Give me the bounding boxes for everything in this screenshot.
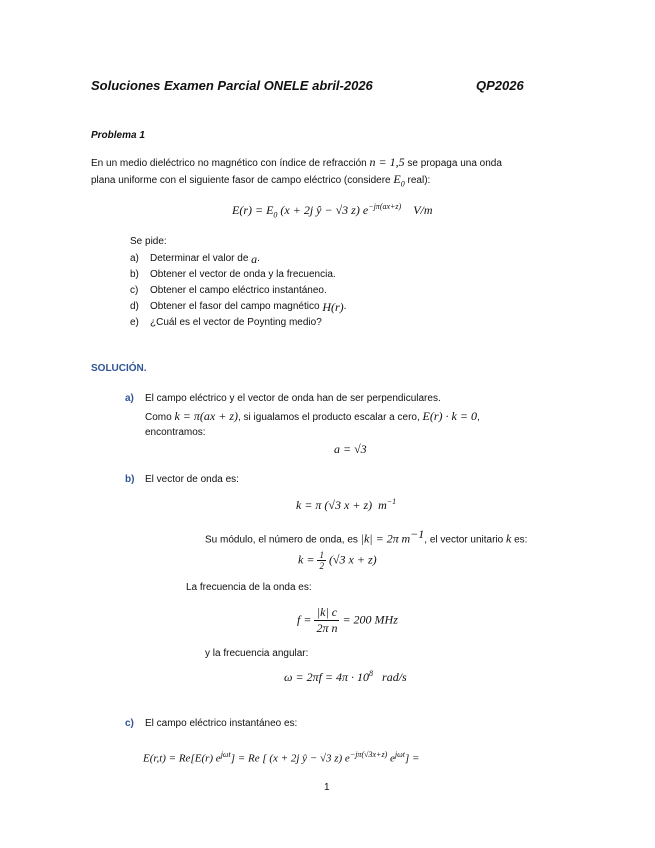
solution-a-line1: El campo eléctrico y el vector de onda han de ser perpendiculares. — [145, 393, 441, 404]
frequency-equation: f = $\frac{|k| c}{\text{2π n}}$ = 200 MHz — [297, 605, 398, 635]
frequency-text: La frecuencia de la onda es: — [186, 582, 312, 593]
statement-text-2: plana uniforme con el siguiente fasor de campo eléctrico (considere — [91, 175, 391, 186]
statement-text-1-end: se propaga una onda — [407, 158, 502, 169]
e0-symbol: $E_0$ — [393, 172, 405, 189]
solution-c-line1: El campo eléctrico instantáneo es: — [145, 718, 298, 729]
solution-a-result: a = √3 — [334, 442, 367, 456]
statement-text-2-end: real): — [407, 175, 431, 186]
question-item-a: a) Determinar el valor de a . — [130, 252, 260, 266]
wave-vector-expr: k = π(ax + z) — [174, 409, 238, 423]
question-list — [130, 251, 346, 331]
question-item-d: d) Obtener el fasor del campo magnético H(r) . — [130, 300, 347, 314]
dot-product-expr: E(r) · k = 0 — [422, 409, 477, 423]
document-title: Soluciones Examen Parcial ONELE abril-2026 — [91, 78, 373, 93]
wave-vector-equation: k = π (√3 x + z) $m^{-1}$ — [296, 497, 397, 512]
se-pide-label: Se pide: — [130, 236, 167, 247]
question-item-e: e) ¿Cuál es el vector de Poynting medio? — [130, 317, 322, 328]
solution-a-line2: Como k = π(ax + z), si igualamos el producto escalar a cero, E(r) · k = 0, — [145, 409, 480, 423]
wave-number-line: Su módulo, el número de onda, es |k| = 2π $m^{-1}$, el vector unitario k es: — [205, 527, 528, 546]
question-item-b: b) Obtener el vector de onda y la frecuencia. — [130, 269, 336, 280]
solution-b-label: b) — [125, 474, 135, 485]
unit-vector-equation: k = $\frac{1}{2}$ (√3 x + z) — [298, 550, 377, 571]
exam-code: QP2026 — [476, 78, 524, 93]
page-number: 1 — [324, 782, 330, 793]
question-item-c: c) Obtener el campo eléctrico instantáneo. — [130, 285, 327, 296]
phasor-equation: $E(r) = E_0$ (x + 2j ŷ − √3 z) $e^{-j\pi(ax+z)}$ V/m — [232, 202, 433, 220]
refractive-index: n = 1,5 — [369, 155, 405, 169]
problem-title: Problema 1 — [91, 130, 145, 141]
solution-a-encontramos: encontramos: — [145, 427, 206, 438]
angular-frequency-text: y la frecuencia angular: — [205, 648, 309, 659]
statement-line-2 — [91, 172, 430, 188]
solution-a-label: a) — [125, 393, 134, 404]
solution-heading: SOLUCIÓN. — [91, 363, 147, 374]
solution-b-line1: El vector de onda es: — [145, 474, 239, 485]
solution-c-label: c) — [125, 718, 134, 729]
instantaneous-field-equation: E(r,t) = Re[E(r) $e^{j\omega t}] = Re$ [ (x + 2j ŷ − √3 z) $e^{-j\pi(√3x+z)}$ $e^{j\omega t}$] = — [143, 750, 420, 765]
statement-text-1: En un medio dieléctrico no magnético con índice de refracción — [91, 158, 367, 169]
statement-line-1 — [91, 155, 502, 170]
angular-frequency-equation: $\omega = 2\pi f = 4\pi \cdot 10^8$ rad/s — [284, 669, 407, 684]
